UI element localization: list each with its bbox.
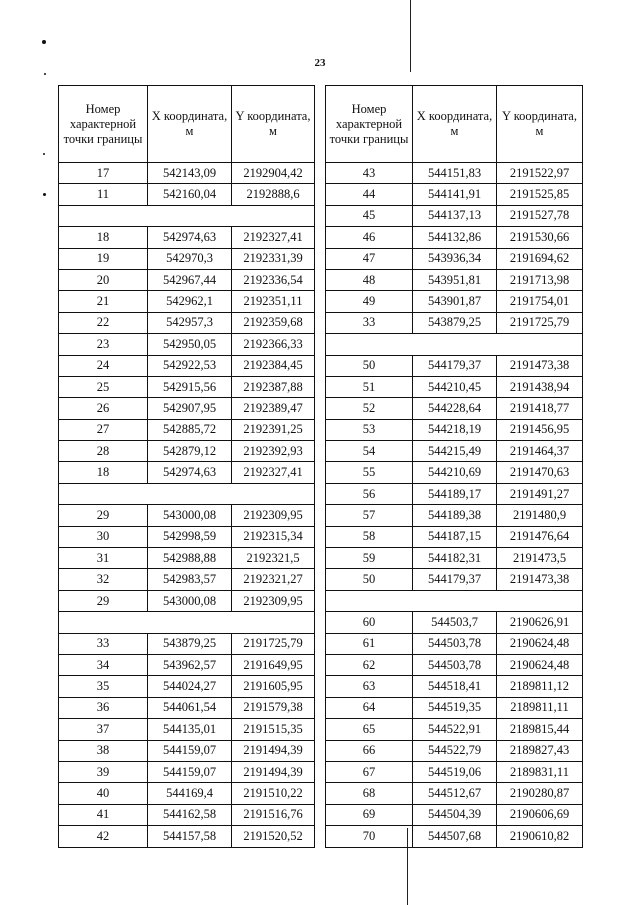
point-number-cell: 33 [59,633,148,654]
y-coordinate-cell: 2189811,11 [497,697,583,718]
point-number-cell: 34 [59,654,148,675]
y-coordinate-cell: 2191456,95 [497,419,583,440]
y-coordinate-cell: 2192309,95 [232,590,315,611]
table-row [59,761,315,782]
x-coordinate-cell: 543000,08 [148,590,232,611]
point-number-cell: 31 [59,548,148,569]
y-coordinate-cell: 2189815,44 [497,719,583,740]
table-row [59,633,315,654]
point-number-cell: 50 [326,569,413,590]
point-number-cell: 64 [326,697,413,718]
x-coordinate-cell: 544522,91 [413,719,497,740]
y-coordinate-cell: 2191515,35 [232,719,315,740]
table-row [59,505,315,526]
x-coordinate-cell: 544187,15 [413,526,497,547]
y-coordinate-cell: 2191473,5 [497,548,583,569]
point-number-cell: 44 [326,184,413,205]
scan-dot [44,73,46,75]
header-x-coordinate: X координата, м [413,86,497,163]
y-coordinate-cell: 2191579,38 [232,697,315,718]
x-coordinate-cell: 542950,05 [148,334,232,355]
y-coordinate-cell: 2191605,95 [232,676,315,697]
point-number-cell: 49 [326,291,413,312]
y-coordinate-cell: 2192315,34 [232,526,315,547]
point-number-cell: 56 [326,483,413,504]
x-coordinate-cell: 544162,58 [148,804,232,825]
point-number-cell: 36 [59,697,148,718]
x-coordinate-cell: 544519,06 [413,761,497,782]
table-row [326,291,583,312]
table-row [326,826,583,847]
y-coordinate-cell: 2191713,98 [497,269,583,290]
table-row [59,569,315,590]
y-coordinate-cell: 2189831,11 [497,761,583,782]
table-row [326,269,583,290]
x-coordinate-cell: 544228,64 [413,398,497,419]
x-coordinate-cell: 542879,12 [148,441,232,462]
x-coordinate-cell: 542143,09 [148,163,232,184]
table-row [326,419,583,440]
point-number-cell: 46 [326,227,413,248]
point-number-cell: 68 [326,783,413,804]
table-row [59,419,315,440]
x-coordinate-cell: 544157,58 [148,826,232,847]
x-coordinate-cell: 543962,57 [148,654,232,675]
table-row [59,184,315,205]
x-coordinate-cell: 542957,3 [148,312,232,333]
y-coordinate-cell: 2191522,97 [497,163,583,184]
y-coordinate-cell: 2192387,88 [232,376,315,397]
point-number-cell: 48 [326,269,413,290]
y-coordinate-cell: 2192321,5 [232,548,315,569]
y-coordinate-cell: 2191530,66 [497,227,583,248]
point-number-cell: 11 [59,184,148,205]
point-number-cell: 59 [326,548,413,569]
y-coordinate-cell: 2191473,38 [497,569,583,590]
x-coordinate-cell: 544512,67 [413,783,497,804]
table-row [326,612,583,633]
point-number-cell: 50 [326,355,413,376]
table-row [326,526,583,547]
table-body-right [326,163,583,848]
x-coordinate-cell: 544189,17 [413,483,497,504]
x-coordinate-cell: 544159,07 [148,740,232,761]
point-number-cell: 54 [326,441,413,462]
table-row [59,526,315,547]
header-x-coordinate: X координата, м [148,86,232,163]
point-number-cell: 29 [59,590,148,611]
x-coordinate-cell: 542998,59 [148,526,232,547]
y-coordinate-cell: 2190626,91 [497,612,583,633]
y-coordinate-cell: 2191480,9 [497,505,583,526]
y-coordinate-cell: 2192389,47 [232,398,315,419]
header-point-number: Номер характерной точки границы [326,86,413,163]
y-coordinate-cell: 2192904,42 [232,163,315,184]
y-coordinate-cell: 2191491,27 [497,483,583,504]
table-row [59,804,315,825]
point-number-cell: 21 [59,291,148,312]
table-row [326,227,583,248]
x-coordinate-cell: 544507,68 [413,826,497,847]
y-coordinate-cell: 2189827,43 [497,740,583,761]
point-number-cell: 51 [326,376,413,397]
y-coordinate-cell: 2192391,25 [232,419,315,440]
x-coordinate-cell: 543879,25 [148,633,232,654]
x-coordinate-cell: 544189,38 [413,505,497,526]
table-row [326,783,583,804]
x-coordinate-cell: 542160,04 [148,184,232,205]
separator-row [59,483,315,504]
y-coordinate-cell: 2191725,79 [232,633,315,654]
table-row [326,398,583,419]
point-number-cell: 61 [326,633,413,654]
x-coordinate-cell: 544210,45 [413,376,497,397]
point-number-cell: 33 [326,312,413,333]
point-number-cell: 32 [59,569,148,590]
x-coordinate-cell: 542915,56 [148,376,232,397]
x-coordinate-cell: 544132,86 [413,227,497,248]
separator-row [59,205,315,226]
x-coordinate-cell: 544503,78 [413,654,497,675]
point-number-cell: 20 [59,269,148,290]
point-number-cell: 42 [59,826,148,847]
table-row [326,355,583,376]
table-row [59,654,315,675]
y-coordinate-cell: 2191476,64 [497,526,583,547]
y-coordinate-cell: 2191418,77 [497,398,583,419]
point-number-cell: 45 [326,205,413,226]
point-number-cell: 35 [59,676,148,697]
y-coordinate-cell: 2192327,41 [232,227,315,248]
x-coordinate-cell: 542967,44 [148,269,232,290]
table-row [59,441,315,462]
x-coordinate-cell: 544519,35 [413,697,497,718]
separator-cell [59,483,315,504]
x-coordinate-cell: 544169,4 [148,783,232,804]
point-number-cell: 40 [59,783,148,804]
x-coordinate-cell: 542974,63 [148,462,232,483]
separator-row [59,612,315,633]
x-coordinate-cell: 544522,79 [413,740,497,761]
table-row [326,441,583,462]
table-row [326,248,583,269]
x-coordinate-cell: 544135,01 [148,719,232,740]
x-coordinate-cell: 544179,37 [413,355,497,376]
x-coordinate-cell: 544182,31 [413,548,497,569]
table-body-left [59,163,315,848]
x-coordinate-cell: 543951,81 [413,269,497,290]
y-coordinate-cell: 2191516,76 [232,804,315,825]
point-number-cell: 25 [59,376,148,397]
y-coordinate-cell: 2190280,87 [497,783,583,804]
table-row [326,505,583,526]
y-coordinate-cell: 2191754,01 [497,291,583,312]
scan-dot [43,153,45,155]
point-number-cell: 66 [326,740,413,761]
x-coordinate-cell: 542922,53 [148,355,232,376]
point-number-cell: 55 [326,462,413,483]
table-row [59,248,315,269]
x-coordinate-cell: 544215,49 [413,441,497,462]
y-coordinate-cell: 2192392,93 [232,441,315,462]
x-coordinate-cell: 544024,27 [148,676,232,697]
point-number-cell: 26 [59,398,148,419]
point-number-cell: 24 [59,355,148,376]
y-coordinate-cell: 2192384,45 [232,355,315,376]
table-row [59,548,315,569]
header-y-coordinate: Y координата, м [232,86,315,163]
table-row [59,227,315,248]
table-row [326,376,583,397]
table-row [59,376,315,397]
coordinates-table-left [58,85,315,848]
y-coordinate-cell: 2191725,79 [497,312,583,333]
separator-row [326,590,583,611]
x-coordinate-cell: 544503,78 [413,633,497,654]
y-coordinate-cell: 2191520,52 [232,826,315,847]
table-row [326,719,583,740]
x-coordinate-cell: 543879,25 [413,312,497,333]
point-number-cell: 37 [59,719,148,740]
x-coordinate-cell: 544151,83 [413,163,497,184]
y-coordinate-cell: 2189811,12 [497,676,583,697]
table-row [59,826,315,847]
header-point-number: Номер характерной точки границы [59,86,148,163]
table-row [326,633,583,654]
x-coordinate-cell: 542974,63 [148,227,232,248]
point-number-cell: 41 [59,804,148,825]
y-coordinate-cell: 2192321,27 [232,569,315,590]
point-number-cell: 23 [59,334,148,355]
table-row [59,163,315,184]
x-coordinate-cell: 542988,88 [148,548,232,569]
table-row [326,654,583,675]
x-coordinate-cell: 544210,69 [413,462,497,483]
separator-cell [326,334,583,355]
x-coordinate-cell: 544159,07 [148,761,232,782]
y-coordinate-cell: 2192331,39 [232,248,315,269]
point-number-cell: 67 [326,761,413,782]
y-coordinate-cell: 2192336,54 [232,269,315,290]
y-coordinate-cell: 2191527,78 [497,205,583,226]
table-row [326,676,583,697]
table-row [59,312,315,333]
x-coordinate-cell: 543901,87 [413,291,497,312]
table-row [326,569,583,590]
point-number-cell: 57 [326,505,413,526]
table-row [59,590,315,611]
separator-row [326,334,583,355]
table-row [59,398,315,419]
table-row [59,676,315,697]
x-coordinate-cell: 544218,19 [413,419,497,440]
table-row [326,312,583,333]
x-coordinate-cell: 542962,1 [148,291,232,312]
y-coordinate-cell: 2192327,41 [232,462,315,483]
point-number-cell: 63 [326,676,413,697]
separator-cell [59,612,315,633]
table-row [59,783,315,804]
table-row [326,804,583,825]
y-coordinate-cell: 2191438,94 [497,376,583,397]
y-coordinate-cell: 2190624,48 [497,654,583,675]
table-row [59,719,315,740]
y-coordinate-cell: 2192359,68 [232,312,315,333]
y-coordinate-cell: 2190606,69 [497,804,583,825]
y-coordinate-cell: 2192366,33 [232,334,315,355]
table-row [59,269,315,290]
point-number-cell: 19 [59,248,148,269]
x-coordinate-cell: 544504,39 [413,804,497,825]
header-y-coordinate: Y координата, м [497,86,583,163]
x-coordinate-cell: 542907,95 [148,398,232,419]
point-number-cell: 70 [326,826,413,847]
point-number-cell: 18 [59,227,148,248]
x-coordinate-cell: 544141,91 [413,184,497,205]
table-row [59,355,315,376]
page-number: 23 [314,57,326,69]
point-number-cell: 39 [59,761,148,782]
table-row [326,462,583,483]
x-coordinate-cell: 544179,37 [413,569,497,590]
point-number-cell: 17 [59,163,148,184]
table-row [326,740,583,761]
point-number-cell: 53 [326,419,413,440]
point-number-cell: 47 [326,248,413,269]
y-coordinate-cell: 2191470,63 [497,462,583,483]
y-coordinate-cell: 2191473,38 [497,355,583,376]
y-coordinate-cell: 2192351,11 [232,291,315,312]
y-coordinate-cell: 2192888,6 [232,184,315,205]
table-row [59,462,315,483]
point-number-cell: 29 [59,505,148,526]
separator-cell [59,205,315,226]
point-number-cell: 52 [326,398,413,419]
point-number-cell: 58 [326,526,413,547]
x-coordinate-cell: 543936,34 [413,248,497,269]
y-coordinate-cell: 2191494,39 [232,761,315,782]
y-coordinate-cell: 2191694,62 [497,248,583,269]
table-row [326,184,583,205]
scan-dot [42,40,46,44]
coordinates-table-right [325,85,583,848]
point-number-cell: 69 [326,804,413,825]
point-number-cell: 30 [59,526,148,547]
y-coordinate-cell: 2192309,95 [232,505,315,526]
x-coordinate-cell: 544137,13 [413,205,497,226]
separator-cell [326,590,583,611]
x-coordinate-cell: 544061,54 [148,697,232,718]
point-number-cell: 60 [326,612,413,633]
y-coordinate-cell: 2191510,22 [232,783,315,804]
y-coordinate-cell: 2191525,85 [497,184,583,205]
x-coordinate-cell: 544503,7 [413,612,497,633]
table-row [326,205,583,226]
y-coordinate-cell: 2190610,82 [497,826,583,847]
table-row [326,761,583,782]
table-row [326,483,583,504]
table-row [326,548,583,569]
scan-dot [43,193,46,196]
x-coordinate-cell: 542970,3 [148,248,232,269]
table-row [326,697,583,718]
y-coordinate-cell: 2191649,95 [232,654,315,675]
table-row [59,334,315,355]
y-coordinate-cell: 2191464,37 [497,441,583,462]
point-number-cell: 22 [59,312,148,333]
x-coordinate-cell: 543000,08 [148,505,232,526]
point-number-cell: 27 [59,419,148,440]
point-number-cell: 62 [326,654,413,675]
x-coordinate-cell: 544518,41 [413,676,497,697]
point-number-cell: 38 [59,740,148,761]
x-coordinate-cell: 542983,57 [148,569,232,590]
scan-line-top [410,0,411,72]
y-coordinate-cell: 2190624,48 [497,633,583,654]
point-number-cell: 28 [59,441,148,462]
point-number-cell: 18 [59,462,148,483]
x-coordinate-cell: 542885,72 [148,419,232,440]
point-number-cell: 65 [326,719,413,740]
table-row [59,291,315,312]
point-number-cell: 43 [326,163,413,184]
table-row [59,697,315,718]
y-coordinate-cell: 2191494,39 [232,740,315,761]
table-row [59,740,315,761]
table-row [326,163,583,184]
